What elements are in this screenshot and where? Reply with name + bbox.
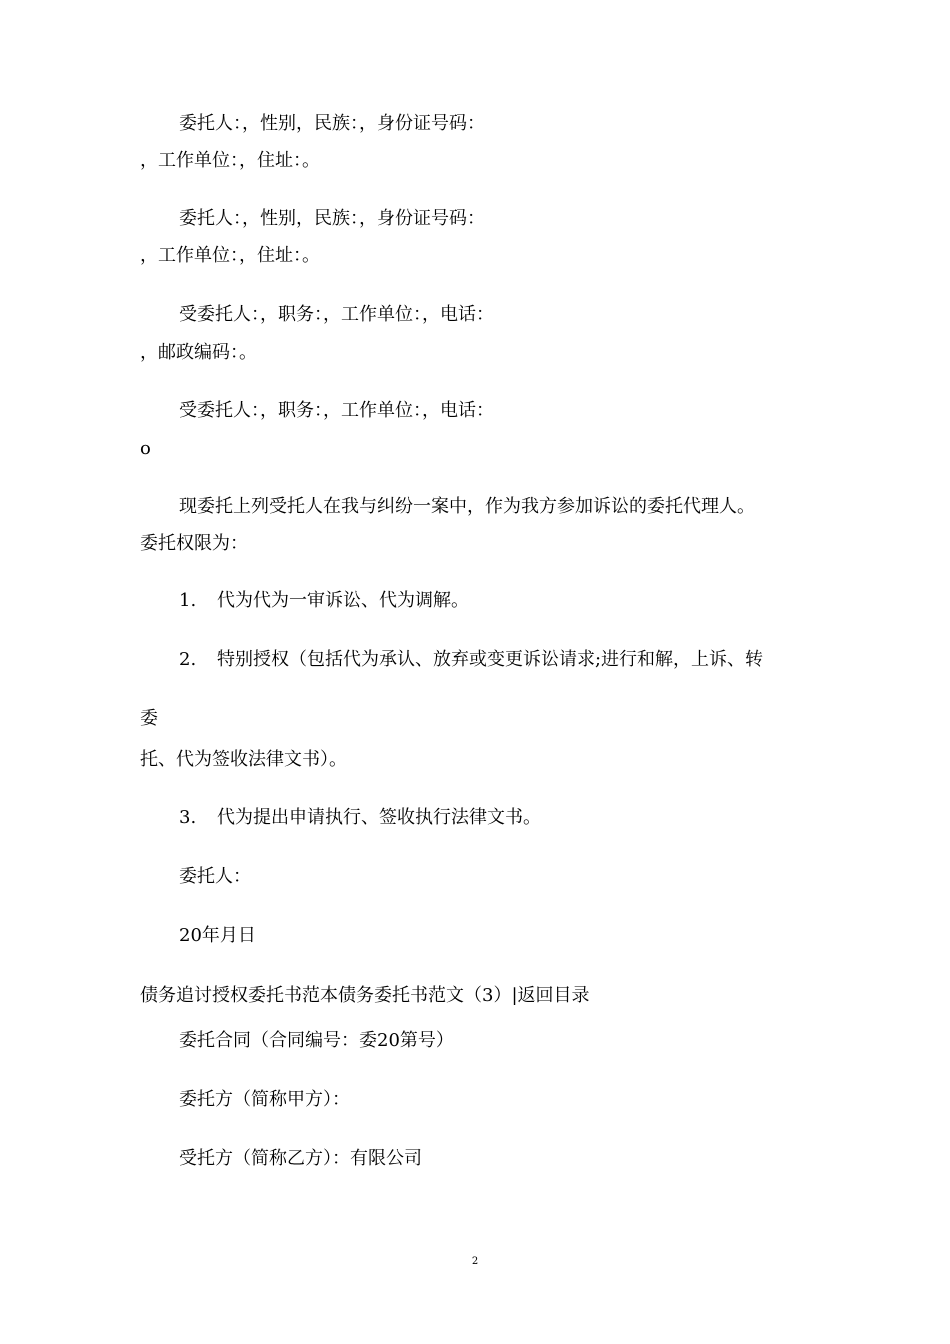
list-item-2-continuation-2: 托、代为签收法律文书）。 (140, 749, 347, 770)
contract-title: 委托合同（合同编号：委20第号） (179, 1030, 454, 1051)
list-item-2 (179, 648, 763, 672)
list-item-3 (179, 806, 541, 830)
paragraph-2-line-2: ，工作单位：，住址：。 (140, 245, 320, 266)
date-line: 20年月日 (179, 925, 256, 946)
paragraph-2-line-1: 委托人：，性别，民族：，身份证号码： (179, 208, 485, 229)
list-item-number: 3. (179, 807, 197, 828)
signature-label: 委托人： (179, 866, 251, 887)
list-item-number: 1. (179, 590, 197, 611)
list-item-1 (179, 589, 469, 613)
list-item-text: 代为提出申请执行、签收执行法律文书。 (217, 807, 541, 828)
section-heading: 债务追讨授权委托书范本债务委托书范文（3）|返回目录 (140, 985, 590, 1006)
paragraph-1-line-1: 委托人：，性别，民族：，身份证号码： (179, 113, 485, 134)
list-item-number: 2. (179, 649, 197, 670)
paragraph-3-line-1: 受委托人：，职务：，工作单位：，电话： (179, 304, 494, 325)
list-item-text: 特别授权（包括代为承认、放弃或变更诉讼请求;进行和解，上诉、转 (217, 649, 764, 670)
party-a-line: 委托方（简称甲方）： (179, 1089, 350, 1110)
paragraph-3-line-2: ，邮政编码：。 (140, 342, 257, 363)
page-number: 2 (471, 1256, 479, 1267)
paragraph-1-line-2: ，工作单位：，住址：。 (140, 150, 320, 171)
party-b-line: 受托方（简称乙方）：有限公司 (179, 1148, 422, 1169)
paragraph-5-line-2: 委托权限为： (140, 533, 248, 554)
list-item-2-continuation-1: 委 (140, 708, 158, 729)
list-item-text: 代为代为一审诉讼、代为调解。 (217, 590, 469, 611)
paragraph-5-line-1: 现委托上列受托人在我与纠纷一案中，作为我方参加诉讼的委托代理人。 (179, 496, 755, 517)
paragraph-4-line-1: 受委托人：，职务：，工作单位：，电话： (179, 400, 494, 421)
paragraph-4-line-2: o (140, 438, 151, 459)
